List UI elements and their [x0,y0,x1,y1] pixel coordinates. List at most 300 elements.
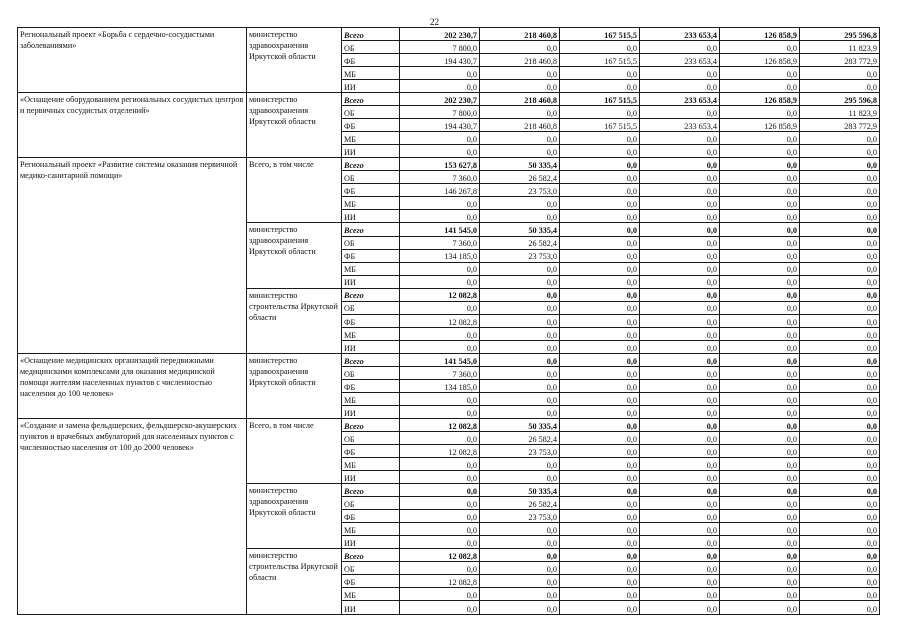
amount-cell: 0,0 [560,431,640,444]
amount-cell: 0,0 [480,353,560,366]
amount-cell: 295 596,8 [800,93,880,106]
project-title-cell: Региональный проект «Развитие системы оказания первичной медико-санитарной помощи» [18,158,247,353]
amount-cell: 0,0 [800,171,880,184]
amount-cell: 0,0 [720,171,800,184]
amount-cell: 0,0 [560,262,640,275]
amount-cell: 0,0 [800,458,880,471]
amount-cell: 11 823,9 [800,41,880,54]
amount-cell: 50 335,4 [480,418,560,431]
amount-cell: 0,0 [560,484,640,497]
amount-cell: 12 082,8 [400,288,480,301]
amount-cell: 0,0 [400,80,480,93]
amount-cell: 0,0 [400,145,480,158]
amount-cell: 26 582,4 [480,171,560,184]
amount-cell: 218 460,8 [480,119,560,132]
amount-cell: 0,0 [720,210,800,223]
amount-cell: 50 335,4 [480,484,560,497]
amount-cell: 0,0 [400,523,480,536]
amount-cell: 23 753,0 [480,249,560,262]
amount-cell: 153 627,8 [400,158,480,171]
amount-cell: 26 582,4 [480,236,560,249]
table-row [18,418,880,431]
amount-cell: 134 185,0 [400,379,480,392]
amount-cell: 0,0 [480,601,560,615]
amount-cell: 0,0 [560,106,640,119]
amount-cell: 0,0 [400,210,480,223]
amount-cell: 233 653,4 [640,28,720,41]
amount-cell: 0,0 [720,445,800,458]
amount-cell: 0,0 [720,510,800,523]
amount-cell: 0,0 [560,327,640,340]
amount-cell: 0,0 [800,314,880,327]
amount-cell: 0,0 [640,184,720,197]
funding-source-cell: ОБ [342,106,400,119]
amount-cell: 0,0 [560,549,640,562]
funding-source-cell: МБ [342,327,400,340]
amount-cell: 0,0 [480,366,560,379]
amount-cell: 0,0 [800,223,880,236]
amount-cell: 0,0 [480,106,560,119]
amount-cell: 0,0 [640,549,720,562]
amount-cell: 50 335,4 [480,158,560,171]
amount-cell: 0,0 [720,588,800,601]
amount-cell: 0,0 [400,301,480,314]
responsible-executor-cell: министерство здравоохранения Иркутской области [247,93,342,158]
amount-cell: 0,0 [640,510,720,523]
amount-cell: 0,0 [800,340,880,353]
amount-cell: 0,0 [560,575,640,588]
funding-source-cell: Всего [342,484,400,497]
funding-source-cell: ФБ [342,184,400,197]
amount-cell: 0,0 [400,67,480,80]
amount-cell: 0,0 [560,223,640,236]
amount-cell: 0,0 [640,484,720,497]
amount-cell: 0,0 [720,366,800,379]
amount-cell: 218 460,8 [480,28,560,41]
funding-source-cell: МБ [342,458,400,471]
amount-cell: 0,0 [640,392,720,405]
amount-cell: 0,0 [640,197,720,210]
amount-cell: 0,0 [560,366,640,379]
responsible-executor-cell: министерство здравоохранения Иркутской области [247,484,342,549]
amount-cell: 0,0 [640,67,720,80]
funding-source-cell: Всего [342,288,400,301]
amount-cell: 194 430,7 [400,54,480,67]
amount-cell: 0,0 [480,132,560,145]
amount-cell: 0,0 [640,301,720,314]
amount-cell: 0,0 [480,379,560,392]
amount-cell: 0,0 [800,523,880,536]
amount-cell: 0,0 [480,275,560,288]
amount-cell: 0,0 [480,67,560,80]
amount-cell: 233 653,4 [640,119,720,132]
amount-cell: 0,0 [560,497,640,510]
amount-cell: 0,0 [800,197,880,210]
table-row [18,158,880,171]
amount-cell: 0,0 [720,327,800,340]
amount-cell: 0,0 [720,314,800,327]
funding-source-cell: Всего [342,158,400,171]
funding-source-cell: ФБ [342,314,400,327]
amount-cell: 23 753,0 [480,445,560,458]
amount-cell: 12 082,8 [400,418,480,431]
amount-cell: 0,0 [640,314,720,327]
amount-cell: 0,0 [560,392,640,405]
amount-cell: 0,0 [560,510,640,523]
amount-cell: 0,0 [640,562,720,575]
amount-cell: 0,0 [400,405,480,418]
amount-cell: 0,0 [800,301,880,314]
funding-source-cell: ОБ [342,431,400,444]
amount-cell: 12 082,8 [400,549,480,562]
amount-cell: 0,0 [560,301,640,314]
amount-cell: 0,0 [560,249,640,262]
funding-source-cell: ИИ [342,210,400,223]
amount-cell: 0,0 [800,80,880,93]
amount-cell: 0,0 [640,588,720,601]
amount-cell: 233 653,4 [640,93,720,106]
amount-cell: 0,0 [640,236,720,249]
amount-cell: 0,0 [400,132,480,145]
amount-cell: 0,0 [720,418,800,431]
amount-cell: 0,0 [640,405,720,418]
funding-source-cell: МБ [342,523,400,536]
amount-cell: 0,0 [720,80,800,93]
amount-cell: 12 082,8 [400,575,480,588]
amount-cell: 0,0 [800,327,880,340]
amount-cell: 0,0 [720,301,800,314]
amount-cell: 0,0 [640,275,720,288]
amount-cell: 0,0 [800,236,880,249]
amount-cell: 0,0 [720,405,800,418]
amount-cell: 0,0 [560,445,640,458]
amount-cell: 202 230,7 [400,28,480,41]
amount-cell: 0,0 [720,275,800,288]
funding-source-cell: МБ [342,262,400,275]
amount-cell: 0,0 [720,197,800,210]
amount-cell: 0,0 [560,379,640,392]
amount-cell: 0,0 [800,471,880,484]
amount-cell: 0,0 [800,288,880,301]
amount-cell: 283 772,9 [800,54,880,67]
amount-cell: 0,0 [800,158,880,171]
amount-cell: 0,0 [560,236,640,249]
funding-source-cell: ИИ [342,340,400,353]
amount-cell: 0,0 [800,249,880,262]
amount-cell: 0,0 [720,549,800,562]
amount-cell: 0,0 [480,340,560,353]
amount-cell: 126 858,9 [720,28,800,41]
responsible-executor-cell: министерство строительства Иркутской области [247,288,342,353]
funding-source-cell: МБ [342,67,400,80]
amount-cell: 0,0 [400,340,480,353]
amount-cell: 0,0 [560,288,640,301]
amount-cell: 141 545,0 [400,223,480,236]
funding-table-page [17,27,879,615]
amount-cell: 0,0 [800,405,880,418]
amount-cell: 0,0 [640,418,720,431]
amount-cell: 0,0 [800,184,880,197]
amount-cell: 0,0 [480,197,560,210]
amount-cell: 0,0 [720,575,800,588]
amount-cell: 0,0 [560,67,640,80]
responsible-executor-cell: Всего, в том числе [247,158,342,223]
amount-cell: 283 772,9 [800,119,880,132]
funding-source-cell: ИИ [342,275,400,288]
amount-cell: 0,0 [720,41,800,54]
amount-cell: 0,0 [720,458,800,471]
amount-cell: 0,0 [480,288,560,301]
funding-source-cell: ОБ [342,171,400,184]
amount-cell: 0,0 [720,562,800,575]
funding-source-cell: ФБ [342,510,400,523]
amount-cell: 0,0 [800,588,880,601]
amount-cell: 0,0 [640,223,720,236]
amount-cell: 0,0 [560,340,640,353]
amount-cell: 0,0 [720,236,800,249]
funding-source-cell: ИИ [342,405,400,418]
funding-source-cell: ИИ [342,601,400,615]
amount-cell: 0,0 [560,158,640,171]
amount-cell: 0,0 [720,67,800,80]
amount-cell: 7 360,0 [400,366,480,379]
amount-cell: 0,0 [800,562,880,575]
project-title-cell: «Оснащение оборудованием региональных сосудистых центров и первичных сосудистых отделений» [18,93,247,158]
amount-cell: 23 753,0 [480,184,560,197]
amount-cell: 0,0 [800,418,880,431]
funding-source-cell: ФБ [342,119,400,132]
amount-cell: 0,0 [800,366,880,379]
amount-cell: 0,0 [800,145,880,158]
amount-cell: 0,0 [560,536,640,549]
amount-cell: 0,0 [480,458,560,471]
funding-source-cell: МБ [342,132,400,145]
amount-cell: 0,0 [480,392,560,405]
amount-cell: 7 360,0 [400,171,480,184]
amount-cell: 0,0 [640,353,720,366]
amount-cell: 134 185,0 [400,249,480,262]
funding-source-cell: ОБ [342,41,400,54]
amount-cell: 0,0 [480,575,560,588]
funding-table [17,27,880,615]
amount-cell: 0,0 [560,471,640,484]
amount-cell: 0,0 [560,353,640,366]
amount-cell: 26 582,4 [480,431,560,444]
amount-cell: 141 545,0 [400,353,480,366]
amount-cell: 0,0 [640,80,720,93]
responsible-executor-cell: министерство здравоохранения Иркутской области [247,353,342,418]
amount-cell: 0,0 [720,536,800,549]
funding-source-cell: ИИ [342,80,400,93]
amount-cell: 0,0 [640,106,720,119]
amount-cell: 0,0 [400,497,480,510]
amount-cell: 0,0 [640,445,720,458]
amount-cell: 12 082,8 [400,314,480,327]
funding-source-cell: ОБ [342,366,400,379]
amount-cell: 0,0 [400,562,480,575]
amount-cell: 0,0 [560,588,640,601]
amount-cell: 0,0 [640,171,720,184]
amount-cell: 167 515,5 [560,28,640,41]
amount-cell: 0,0 [560,275,640,288]
amount-cell: 0,0 [800,431,880,444]
amount-cell: 0,0 [720,340,800,353]
amount-cell: 0,0 [400,392,480,405]
amount-cell: 0,0 [720,523,800,536]
amount-cell: 0,0 [400,536,480,549]
amount-cell: 0,0 [800,392,880,405]
amount-cell: 0,0 [640,523,720,536]
amount-cell: 0,0 [560,314,640,327]
project-title-cell: Региональный проект «Борьба с сердечно-сосудистыми заболеваниями» [18,28,247,93]
amount-cell: 218 460,8 [480,93,560,106]
responsible-executor-cell: министерство строительства Иркутской области [247,549,342,615]
amount-cell: 146 267,8 [400,184,480,197]
amount-cell: 0,0 [640,327,720,340]
funding-source-cell: ФБ [342,445,400,458]
amount-cell: 194 430,7 [400,119,480,132]
page-number: 22 [430,17,439,27]
funding-source-cell: Всего [342,93,400,106]
amount-cell: 0,0 [560,145,640,158]
funding-source-cell: Всего [342,223,400,236]
amount-cell: 0,0 [800,549,880,562]
amount-cell: 0,0 [400,327,480,340]
amount-cell: 0,0 [400,197,480,210]
amount-cell: 0,0 [720,145,800,158]
amount-cell: 0,0 [800,262,880,275]
funding-source-cell: Всего [342,353,400,366]
amount-cell: 0,0 [640,366,720,379]
funding-source-cell: Всего [342,28,400,41]
table-row [18,93,880,106]
amount-cell: 126 858,9 [720,54,800,67]
amount-cell: 218 460,8 [480,54,560,67]
funding-source-cell: ФБ [342,575,400,588]
amount-cell: 0,0 [800,67,880,80]
amount-cell: 0,0 [720,392,800,405]
amount-cell: 0,0 [560,523,640,536]
funding-source-cell: ОБ [342,497,400,510]
amount-cell: 0,0 [400,275,480,288]
amount-cell: 0,0 [480,210,560,223]
amount-cell: 0,0 [560,601,640,615]
amount-cell: 0,0 [720,132,800,145]
amount-cell: 0,0 [640,379,720,392]
responsible-executor-cell: Всего, в том числе [247,418,342,483]
amount-cell: 0,0 [720,262,800,275]
funding-source-cell: ИИ [342,145,400,158]
amount-cell: 0,0 [560,418,640,431]
amount-cell: 0,0 [640,158,720,171]
amount-cell: 0,0 [800,497,880,510]
table-row [18,28,880,41]
amount-cell: 11 823,9 [800,106,880,119]
funding-table-body [18,28,880,615]
amount-cell: 0,0 [640,288,720,301]
amount-cell: 0,0 [640,575,720,588]
amount-cell: 0,0 [400,262,480,275]
amount-cell: 0,0 [400,458,480,471]
amount-cell: 0,0 [800,484,880,497]
amount-cell: 0,0 [560,184,640,197]
amount-cell: 0,0 [560,80,640,93]
amount-cell: 0,0 [720,288,800,301]
project-title-cell: «Создание и замена фельдшерских, фельдшерско-акушерских пунктов и врачебных амбулаторий для населенных пунктов с численностью населения от 100 до 2000 человек» [18,418,247,614]
amount-cell: 12 082,8 [400,445,480,458]
amount-cell: 0,0 [720,106,800,119]
funding-source-cell: МБ [342,588,400,601]
funding-source-cell: Всего [342,549,400,562]
amount-cell: 0,0 [640,145,720,158]
amount-cell: 0,0 [480,301,560,314]
amount-cell: 7 800,0 [400,106,480,119]
amount-cell: 0,0 [560,41,640,54]
amount-cell: 0,0 [720,471,800,484]
amount-cell: 233 653,4 [640,54,720,67]
amount-cell: 0,0 [640,132,720,145]
amount-cell: 0,0 [720,601,800,615]
amount-cell: 0,0 [640,340,720,353]
amount-cell: 0,0 [720,497,800,510]
amount-cell: 0,0 [720,484,800,497]
amount-cell: 126 858,9 [720,119,800,132]
amount-cell: 0,0 [560,210,640,223]
amount-cell: 0,0 [480,405,560,418]
amount-cell: 0,0 [480,80,560,93]
amount-cell: 0,0 [800,379,880,392]
amount-cell: 0,0 [800,210,880,223]
amount-cell: 0,0 [640,601,720,615]
project-title-cell: «Оснащение медицинских организаций передвижными медицинскими комплексами для оказания медицинской помощи жителям населенных пунктов с численностью населения до 100 человек» [18,353,247,418]
amount-cell: 0,0 [400,588,480,601]
amount-cell: 23 753,0 [480,510,560,523]
funding-source-cell: ИИ [342,536,400,549]
amount-cell: 0,0 [640,262,720,275]
amount-cell: 0,0 [480,549,560,562]
amount-cell: 7 360,0 [400,236,480,249]
amount-cell: 0,0 [720,184,800,197]
amount-cell: 0,0 [720,249,800,262]
responsible-executor-cell: министерство здравоохранения Иркутской области [247,28,342,93]
amount-cell: 0,0 [800,575,880,588]
amount-cell: 0,0 [400,510,480,523]
responsible-executor-cell: министерство здравоохранения Иркутской области [247,223,342,288]
amount-cell: 0,0 [640,249,720,262]
funding-source-cell: МБ [342,197,400,210]
amount-cell: 0,0 [800,132,880,145]
funding-source-cell: ОБ [342,301,400,314]
amount-cell: 0,0 [800,510,880,523]
amount-cell: 0,0 [480,523,560,536]
amount-cell: 0,0 [480,262,560,275]
table-row [18,353,880,366]
amount-cell: 0,0 [800,445,880,458]
amount-cell: 7 800,0 [400,41,480,54]
amount-cell: 0,0 [560,132,640,145]
amount-cell: 0,0 [640,431,720,444]
amount-cell: 0,0 [480,41,560,54]
amount-cell: 0,0 [720,223,800,236]
amount-cell: 0,0 [800,275,880,288]
amount-cell: 295 596,8 [800,28,880,41]
funding-source-cell: ИИ [342,471,400,484]
amount-cell: 0,0 [720,431,800,444]
funding-source-cell: МБ [342,392,400,405]
amount-cell: 0,0 [480,562,560,575]
amount-cell: 0,0 [560,458,640,471]
amount-cell: 0,0 [640,536,720,549]
